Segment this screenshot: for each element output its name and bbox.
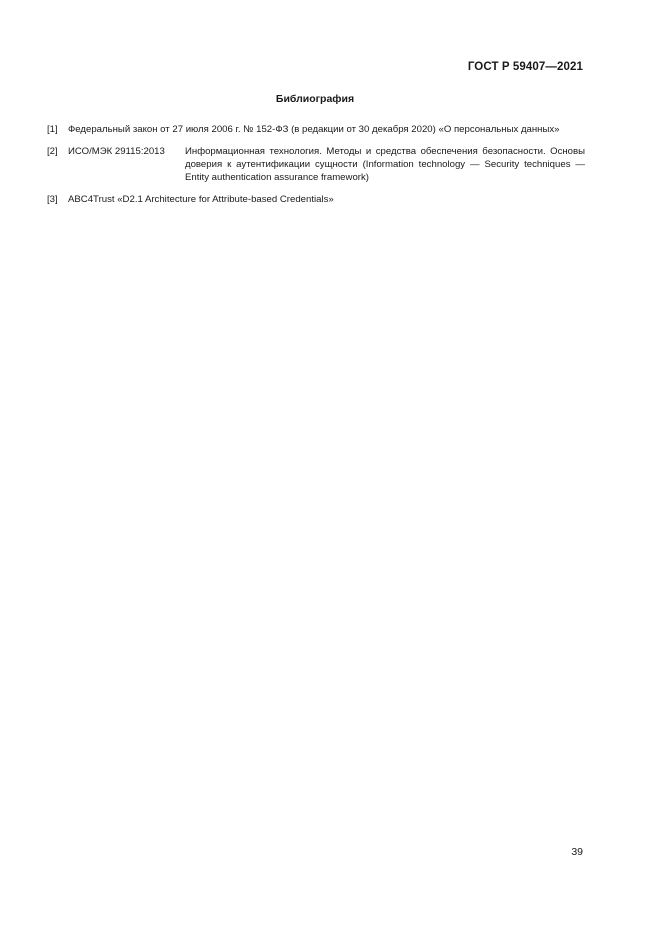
page-number: 39 xyxy=(571,846,583,858)
bibliography-list xyxy=(47,123,585,215)
entry-number: [1] xyxy=(47,124,58,135)
document-header-standard-id: ГОСТ Р 59407—2021 xyxy=(467,61,583,73)
bibliography-entry xyxy=(47,123,585,136)
bibliography-entry xyxy=(47,193,585,206)
entry-text: Информационная технология. Методы и средства обеспечения безопасности. Основы доверия к аутентификации сущности (Information technology — Security techniques — Entity authentication assurance framework) xyxy=(185,146,585,183)
entry-reference: ИСО/МЭК 29115:2013 xyxy=(68,146,165,157)
entry-text: Федеральный закон от 27 июля 2006 г. № 152-ФЗ (в редакции от 30 декабря 2020) «О персональных данных» xyxy=(68,124,560,135)
bibliography-entry xyxy=(47,145,585,184)
entry-number: [2] xyxy=(47,146,58,157)
section-title: Библиография xyxy=(275,93,355,105)
entry-text: ABC4Trust «D2.1 Architecture for Attribute-based Credentials» xyxy=(68,194,334,205)
entry-number: [3] xyxy=(47,194,58,205)
